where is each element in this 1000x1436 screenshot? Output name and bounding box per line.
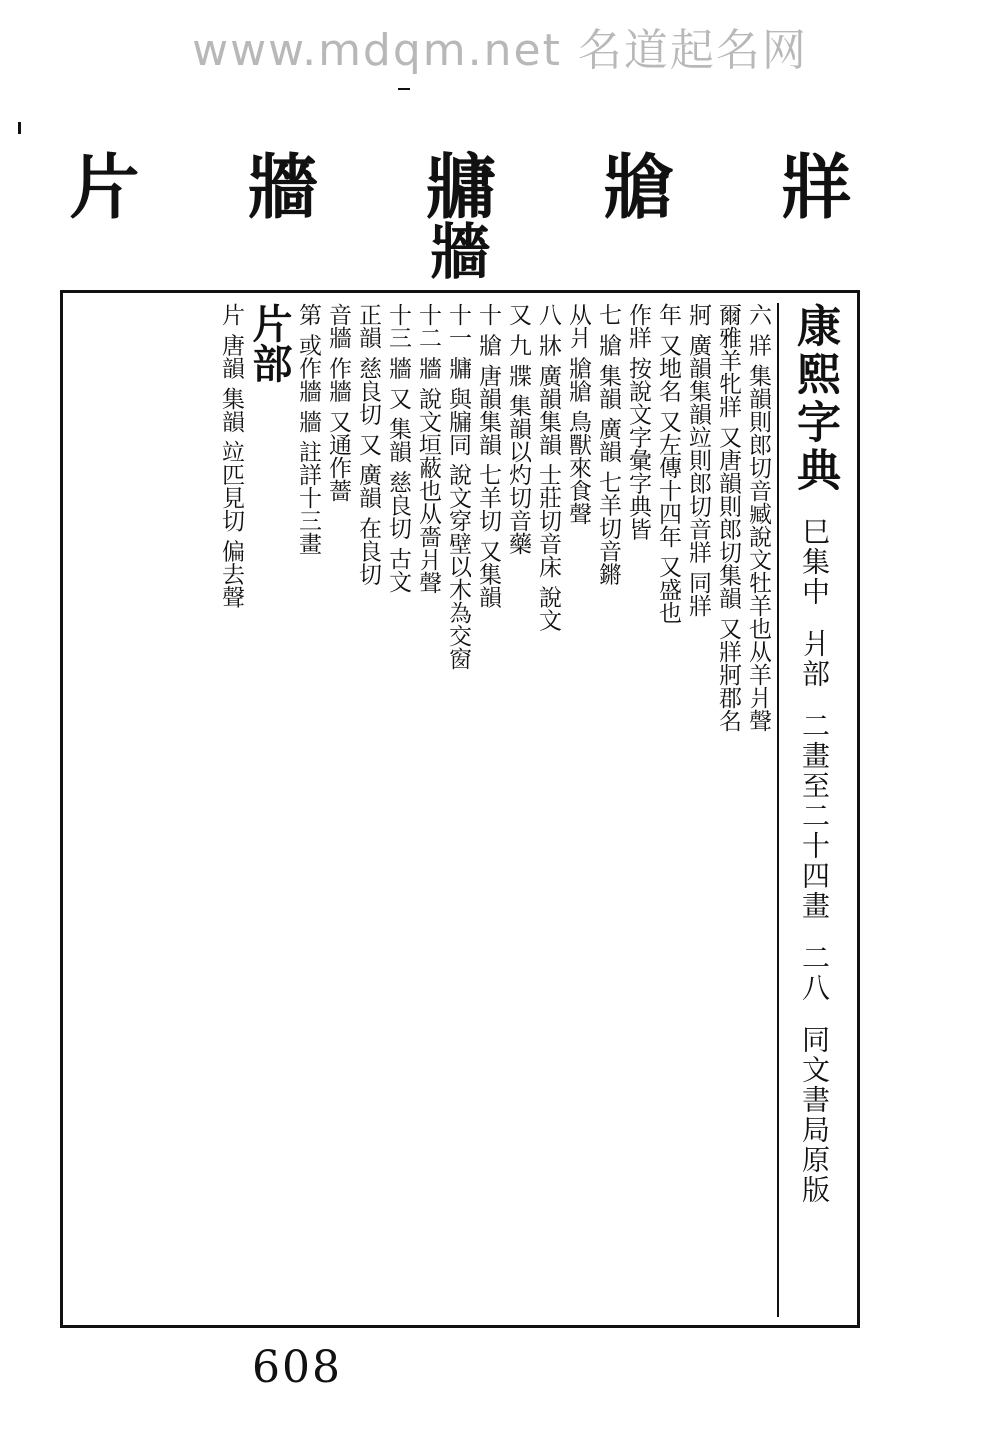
page-in-book: 二八 bbox=[798, 943, 831, 1003]
headword-3-variant: 牆 bbox=[420, 220, 490, 280]
entry-column: 第 或作牆 牆 註詳十三畫 bbox=[295, 303, 321, 555]
headword-5: 片 bbox=[58, 150, 141, 220]
margin-mark bbox=[18, 122, 21, 134]
entry-column: 又 九 牃 集韻以灼切音藥 bbox=[505, 303, 531, 555]
margin-mark bbox=[398, 88, 410, 90]
stroke-range: 二畫至二十四畫 bbox=[798, 711, 831, 921]
entry-column: 年 又地名 又左傳十四年 又盛也 bbox=[655, 303, 681, 624]
headword-3: 牅 bbox=[414, 150, 497, 220]
entry-column: 十一 牅 與牖同 說文穿壁以木為交窗 bbox=[445, 303, 471, 670]
headword-3-group bbox=[414, 150, 497, 280]
entry-column: 牁 廣韻集韻竝則郎切音牂 同牂 bbox=[685, 303, 711, 617]
radical-heading: 片部 bbox=[246, 303, 293, 383]
publisher: 同文書局原版 bbox=[798, 1025, 831, 1205]
headword-2: 牄 bbox=[592, 150, 675, 220]
headword-1: 牂 bbox=[770, 150, 853, 220]
page-number: 608 bbox=[252, 1342, 342, 1393]
entry-column: 十二 牆 說文垣蔽也从嗇爿聲 bbox=[415, 303, 441, 594]
radical-label: 爿部 bbox=[798, 629, 831, 689]
headword-4: 牆 bbox=[236, 150, 319, 220]
entry-columns bbox=[71, 303, 771, 1317]
headword-row bbox=[58, 150, 853, 290]
book-title: 康熙字典 bbox=[789, 303, 840, 495]
watermark: www.mdqm.net 名道起名网 bbox=[192, 25, 808, 76]
entry-column: 十 牄 唐韻集韻 七羊切 又集韻 bbox=[475, 303, 501, 609]
entry-column: 八 牀 廣韻集韻 士莊切音床 說文 bbox=[535, 303, 561, 632]
entry-column: 十三 牆 又 集韻 慈良切 古文 bbox=[385, 303, 411, 593]
page-header bbox=[777, 303, 849, 1317]
entry-column: 爾雅羊牝牂 又唐韻則郎切集韻 又牂牁郡名 bbox=[715, 303, 741, 732]
entry-column: 片 唐韻 集韻 竝匹見切 偏去聲 bbox=[218, 303, 244, 609]
entry-column: 作牂 按說文字彙字典皆 bbox=[625, 303, 651, 541]
entry-column: 从爿 牄牄 鳥獸來食聲 bbox=[565, 303, 591, 525]
entry-column: 音牆 作牆 又通作薔 bbox=[325, 303, 351, 502]
entry-column: 七 牄 集韻 廣韻 七羊切音鏘 bbox=[595, 303, 621, 586]
collection-label: 巳集中 bbox=[798, 517, 831, 607]
entry-column: 正韻 慈良切 又 廣韻 在良切 bbox=[355, 303, 381, 586]
entry-column: 六 牂 集韻則郎切音臧說文牡羊也从羊爿聲 bbox=[745, 303, 771, 732]
dictionary-frame bbox=[60, 290, 860, 1328]
